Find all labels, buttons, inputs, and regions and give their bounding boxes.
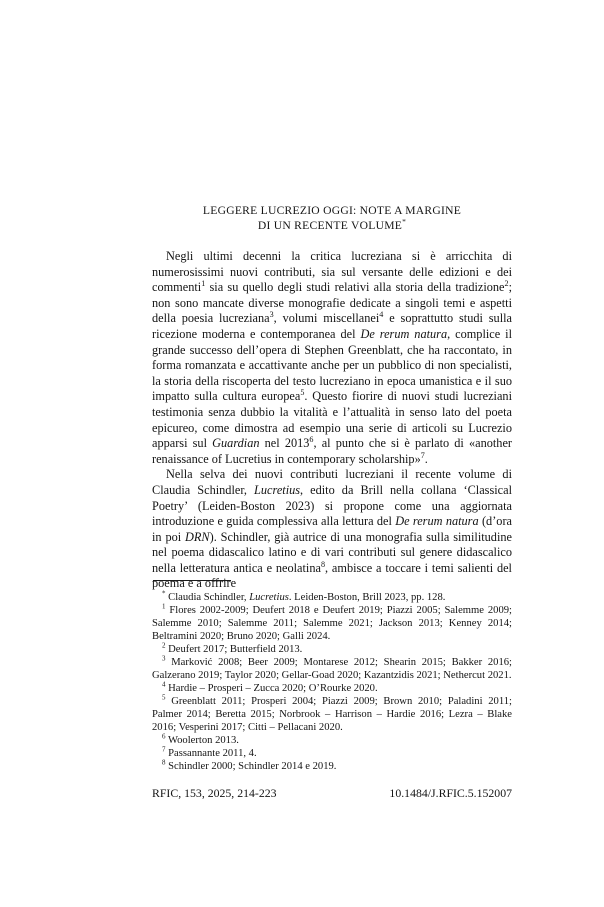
footnote-mark: 5 <box>162 693 166 702</box>
page-footer <box>152 786 512 800</box>
footnote: $^8$ Schindler 2000; Schindler 2014 e 2019. <box>162 758 337 772</box>
body-paragraph: Negli ultimi decenni la critica lucreziana si è arricchita di numerosissimi nuovi contributi, sia sul versante delle edizioni e dei commenti$^1$ sia su quello degli studi relativi alla storia della tradizione$^2$; non sono mancate diverse monografie dedicate a singoli temi e aspetti della poesia lucreziana$^3$, volumi miscellanei$^4$ e soprattutto studi sulla ricezione moderna e contemporanea del De rerum natura, complice il grande successo dell’opera di Stephen Greenblatt, che ha raccontato, in forma romanzata e accattivante anche per un pubblico di non specialisti, la storia della riscoperta del testo lucreziano in epoca umanistica e il suo impatto sulla cultura europea$^5$. Questo fiorire di nuovi studi lucreziani testimonia senza dubbio la vitalità e l’attualità in senso lato del poeta epicureo, come dimostra ad esempio una serie di articoli su Lucrezio apparsi sul Guardian nel 2013$^6$, al punto che si è parlato di «another renaissance of Lucretius in contemporary scholarship»$^7$. <box>152 249 513 466</box>
footnote-mark: * <box>162 589 166 598</box>
footnotes-block <box>152 591 512 773</box>
footnote-mark: 2 <box>162 641 166 650</box>
article-body <box>152 249 512 592</box>
footnote-mark: 4 <box>162 680 166 689</box>
article-title-line-2: DI UN RECENTE VOLUME <box>257 219 403 232</box>
doi-reference: 10.1484/J.RFIC.5.152007 <box>389 786 512 800</box>
footnote-mark: 6 <box>162 732 166 741</box>
footnote: $^2$ Deufert 2017; Butterfield 2013. <box>162 641 303 655</box>
body-paragraph: Nella selva dei nuovi contributi lucreziani il recente volume di Claudia Schindler, Lucretius, edito da Brill nella collana ‘Classical Poetry’ (Leiden-Boston 2023) si propone come una aggiornata introduzione e guida complessiva alla lettura del De rerum natura (d’ora in poi DRN). Schindler, già autrice di una monografia sulla similitudine nel poema didascalico latino e di vari contributi sul genere didascalico nella letteratura antica e neolatina$^8$, ambisce a toccare i temi salienti del poema e a offrire <box>152 467 512 591</box>
footnote: $^6$ Woolerton 2013. <box>162 732 239 746</box>
article-title <box>152 203 512 233</box>
footnote: $^7$ Passannante 2011, 4. <box>162 745 257 759</box>
journal-citation: RFIC, 153, 2025, 214-223 <box>152 786 277 800</box>
footnote-separator-rule <box>153 580 231 581</box>
footnote: $^3$ Marković 2008; Beer 2009; Montarese 2012; Shearin 2015; Bakker 2016; Galzerano 2019; Taylor 2020; Gellar-Goad 2020; Kazantzidis 2021; Nethercut 2021. <box>152 654 512 681</box>
footnote-mark: 3 <box>162 654 166 663</box>
footnote-mark: 7 <box>162 745 166 754</box>
article-title-line-1: LEGGERE LUCREZIO OGGI: NOTE A MARGINE <box>202 204 462 217</box>
footnote-mark: 1 <box>162 602 166 611</box>
footnote: * Claudia Schindler, Lucretius. Leiden-Boston, Brill 2023, pp. 128. <box>162 589 446 603</box>
footnote-mark: 8 <box>162 758 166 767</box>
title-footnote-mark: * <box>402 217 407 227</box>
footnote: $^1$ Flores 2002-2009; Deufert 2018 e Deufert 2019; Piazzi 2005; Salemme 2009; Salemme 2010; Salemme 2011; Salemme 2021; Jackson 2013; Kenney 2014; Beltramini 2020; Bruno 2020; Galli 2024. <box>152 602 512 642</box>
footnote: $^4$ Hardie – Prosperi – Zucca 2020; O’Rourke 2020. <box>162 680 378 694</box>
footnote: $^5$ Greenblatt 2011; Prosperi 2004; Piazzi 2009; Brown 2010; Paladini 2011; Palmer 2014; Beretta 2015; Norbrook – Harrison – Hardie 2016; Lezra – Blake 2016; Vesperini 2017; Citti – Pellacani 2020. <box>152 693 512 733</box>
